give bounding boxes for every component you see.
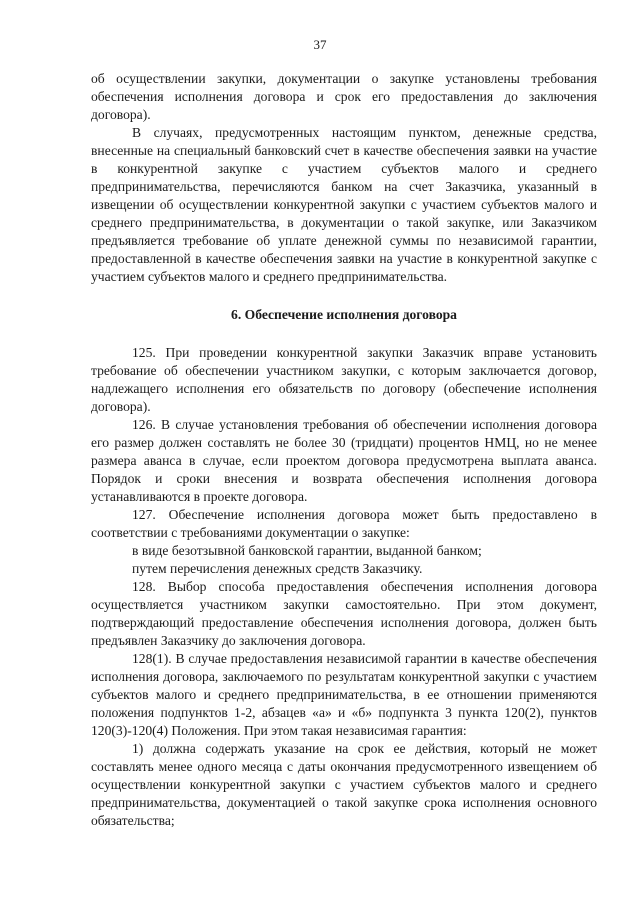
section-heading: 6. Обеспечение исполнения договора — [231, 307, 457, 322]
document-body — [91, 70, 597, 830]
paragraph-128-1: 128(1). В случае предоставления независимой гарантии в качестве обеспечения исполнения договора, заключаемого по результатам конкурентной закупки с участием субъектов малого и среднего предпринимательства, в ее отношении применяются положения подпунктов 1-2, абзацев «а» и «б» подпункта 3 пункта 120(2), пунктов 120(3)-120(4) Положения. При этом такая независимая гарантия: — [91, 651, 597, 738]
paragraph-126: 126. В случае установления требования об обеспечении исполнения договора его размер должен составлять не более 30 (тридцати) процентов НМЦ, но не менее размера аванса в случае, если проектом договора предусмотрена выплата аванса. Порядок и сроки внесения и возврата обеспечения исполнения договора устанавливаются в проекте договора. — [91, 417, 597, 504]
subparagraph-1: 1) должна содержать указание на срок ее действия, который не может составлять менее одного месяца с даты окончания предусмотренного извещением об осуществлении конкурентной закупки с участием субъектов малого и среднего предпринимательства, документацией о такой закупке срока исполнения основного обязательства; — [91, 741, 597, 828]
list-item: путем перечисления денежных средств Заказчику. — [132, 561, 423, 576]
paragraph-128: 128. Выбор способа предоставления обеспечения исполнения договора осуществляется участником закупки самостоятельно. При этом документ, подтверждающий предоставление обеспечения исполнения договора, должен быть предъявлен Заказчику до заключения договора. — [91, 579, 597, 648]
paragraph-125: 125. При проведении конкурентной закупки Заказчик вправе установить требование об обеспечении участником закупки, с которым заключается договор, надлежащего исполнения его обязательств по договору (обеспечение исполнения договора). — [91, 345, 597, 414]
paragraph-127: 127. Обеспечение исполнения договора может быть предоставлено в соответствии с требованиями документации о закупке: — [91, 507, 597, 540]
list-item: в виде безотзывной банковской гарантии, выданной банком; — [132, 543, 482, 558]
paragraph: В случаях, предусмотренных настоящим пунктом, денежные средства, внесенные на специальный банковский счет в качестве обеспечения заявки на участие в конкурентной закупке с участием субъектов малого и среднего предпринимательства, перечисляются банком на счет Заказчика, указанный в извещении об осуществлении конкурентной закупки с участием субъектов малого и среднего предпринимательства, в документации о такой закупке, или Заказчиком предъявляется требование об уплате денежной суммы по независимой гарантии, предоставленной в качестве обеспечения заявки на участие в конкурентной закупке с участием субъектов малого и среднего предпринимательства. — [91, 125, 597, 284]
paragraph: об осуществлении закупки, документации о закупке установлены требования обеспечения исполнения договора и срок его предоставления до заключения договора). — [91, 71, 597, 122]
page-number: 37 — [313, 37, 327, 52]
